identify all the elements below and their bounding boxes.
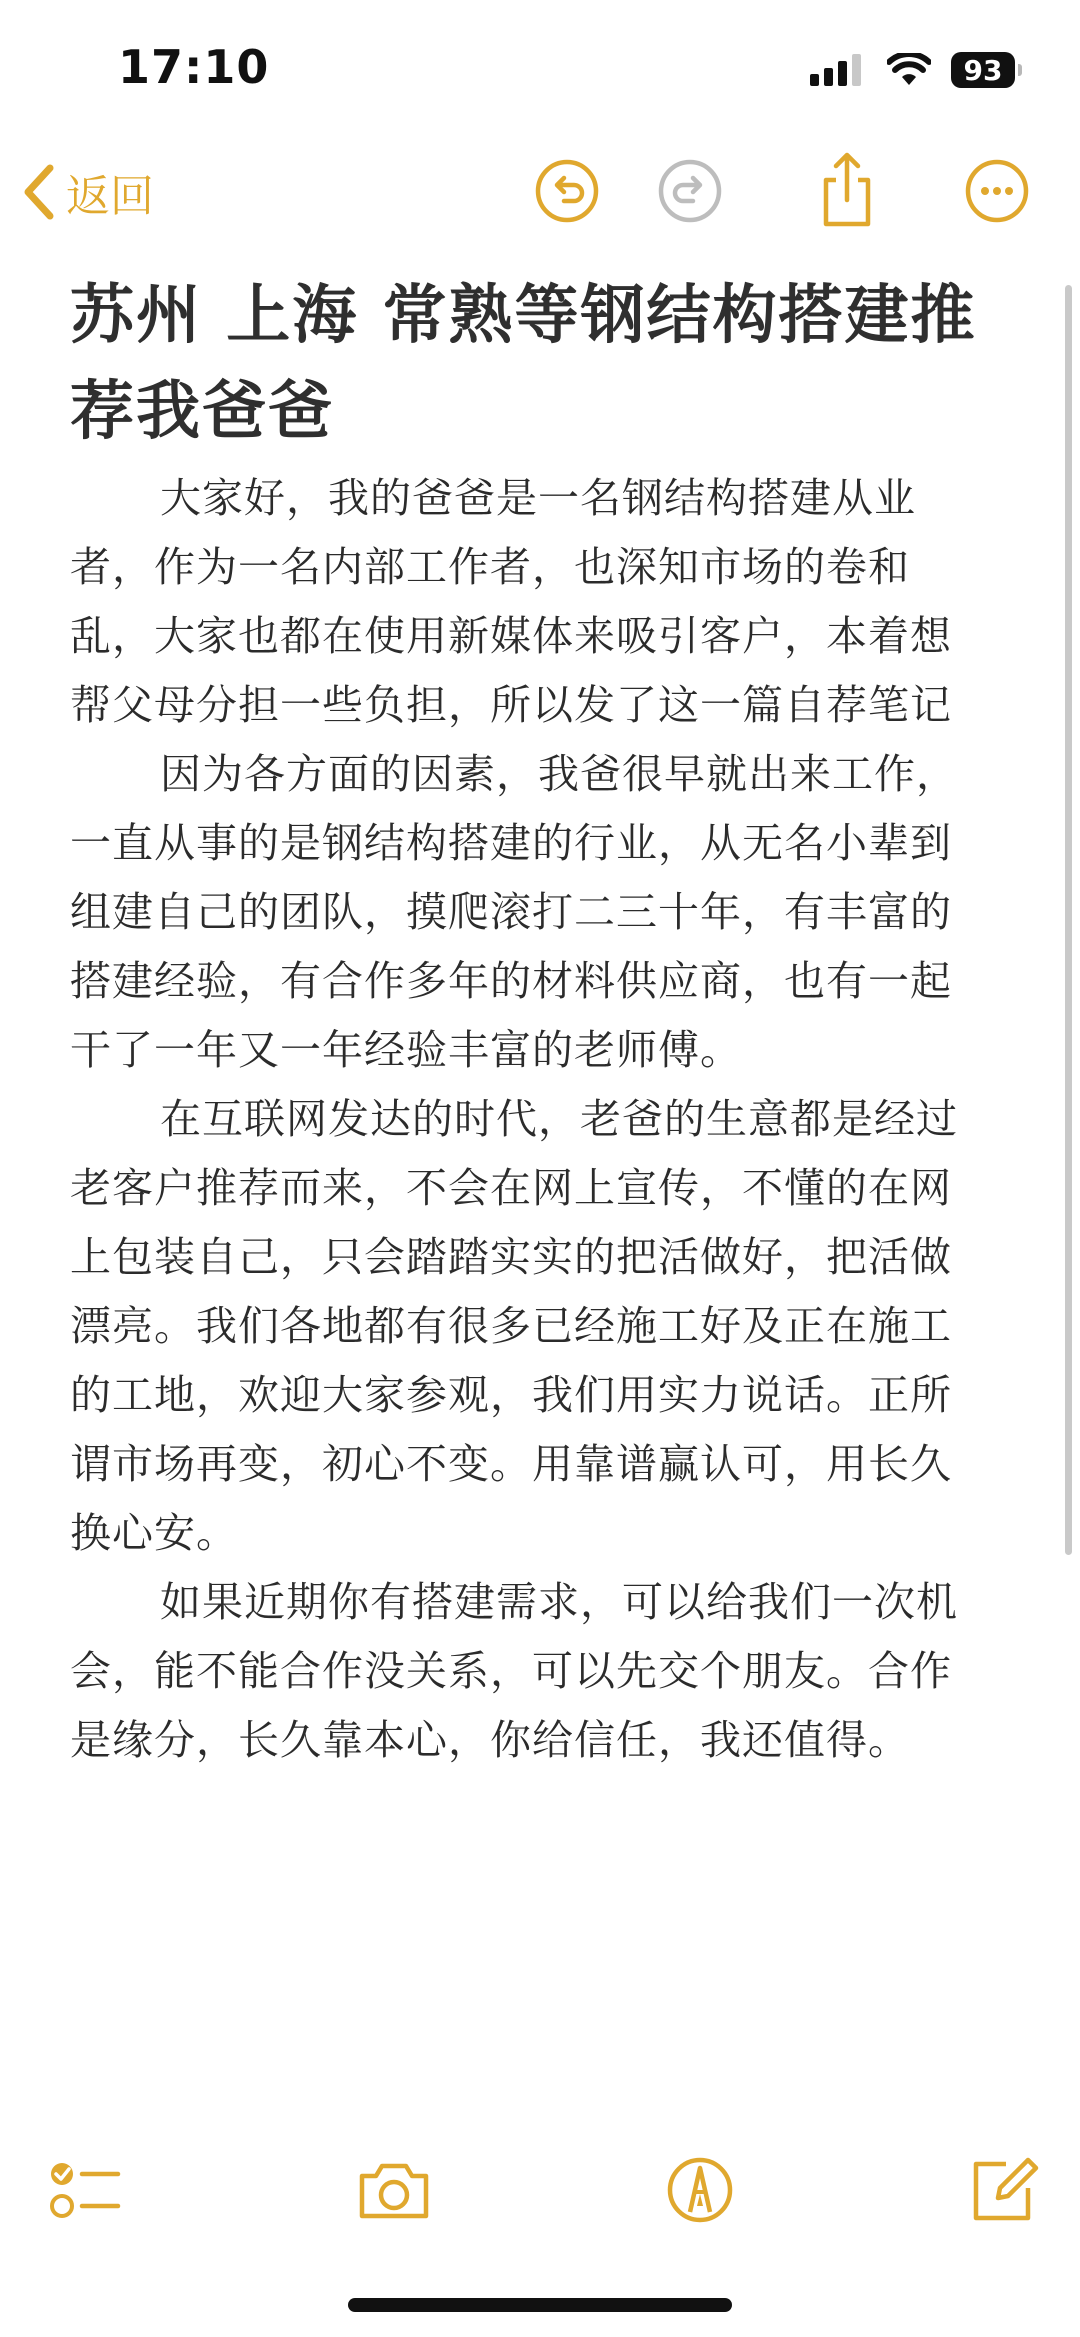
- battery-level: 93: [951, 52, 1015, 88]
- bottom-toolbar: [0, 2140, 1080, 2240]
- status-icons: [810, 52, 1022, 88]
- wifi-icon: [887, 53, 931, 87]
- status-bar: [0, 0, 1080, 140]
- note-body[interactable]: [70, 268, 980, 1775]
- back-label: 返回: [66, 171, 154, 222]
- checklist-icon[interactable]: [44, 2150, 124, 2230]
- note-title: 苏州 上海 常熟等钢结构搭建推荐我爸爸: [70, 279, 977, 449]
- nav-bar: [0, 148, 1080, 238]
- back-button[interactable]: [22, 160, 154, 224]
- signal-icon: [810, 54, 861, 86]
- redo-icon[interactable]: [657, 158, 723, 224]
- note-paragraph: 大家好，我的爸爸是一名钢结构搭建从业者，作为一名内部工作者，也深知市场的卷和乱，大家也都在使用新媒体来吸引客户，本着想帮父母分担一些负担，所以发了这一篇自荐笔记: [70, 474, 952, 729]
- note-paragraph: 在互联网发达的时代，老爸的生意都是经过老客户推荐而来，不会在网上宣传，不懂的在网上包装自己，只会踏踏实实的把活做好，把活做漂亮。我们各地都有很多已经施工好及正在施工的工地，欢迎大家参观，我们用实力说话。正所谓市场再变，初心不变。用靠谱赢认可，用长久换心安。: [70, 1095, 958, 1557]
- scrollbar[interactable]: [1065, 285, 1072, 1555]
- compose-icon[interactable]: [962, 2150, 1042, 2230]
- share-icon[interactable]: [814, 150, 880, 230]
- markup-icon[interactable]: [660, 2150, 740, 2230]
- note-paragraph: 如果近期你有搭建需求，可以给我们一次机会，能不能合作没关系，可以先交个朋友。合作是缘分，长久靠本心，你给信任，我还值得。: [70, 1578, 958, 1764]
- battery-icon: [951, 52, 1022, 88]
- status-time: 17:10: [118, 40, 270, 94]
- more-icon[interactable]: [964, 158, 1030, 224]
- home-indicator[interactable]: [348, 2298, 732, 2312]
- undo-icon[interactable]: [534, 158, 600, 224]
- note-paragraph: 因为各方面的因素，我爸很早就出来工作，一直从事的是钢结构搭建的行业，从无名小辈到组建自己的团队，摸爬滚打二三十年，有丰富的搭建经验，有合作多年的材料供应商，也有一起干了一年又一年经验丰富的老师傅。: [70, 750, 958, 1074]
- camera-icon[interactable]: [354, 2150, 434, 2230]
- chevron-left-icon: [22, 164, 56, 220]
